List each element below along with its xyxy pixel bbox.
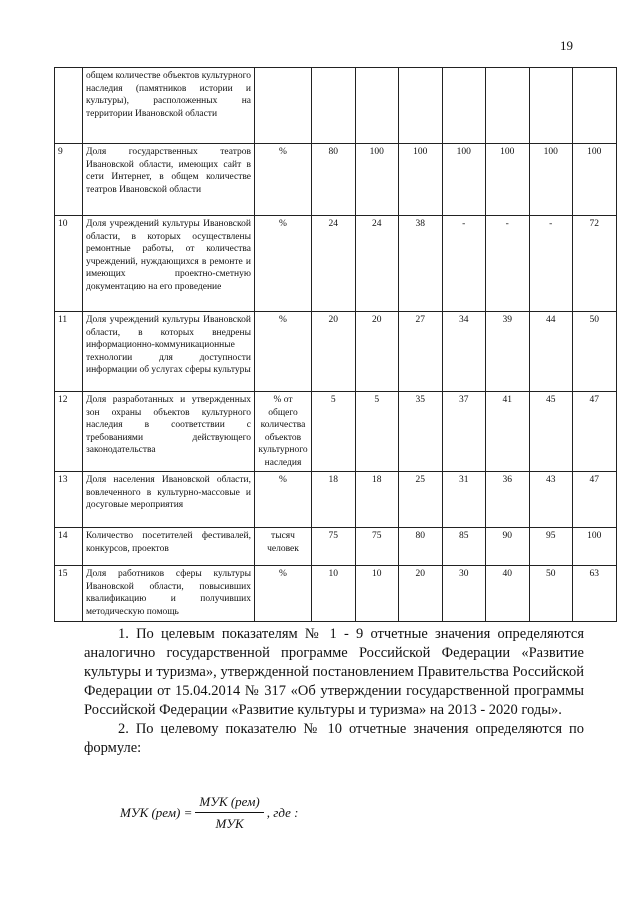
value-cell: - <box>529 216 573 312</box>
value-cell: - <box>486 216 530 312</box>
value-cell: 37 <box>442 392 486 472</box>
indicator-name: Доля населения Ивановской области, вовлеченного в культурно-массовые и досуговые мероприятия <box>83 472 255 528</box>
table-row <box>55 68 617 144</box>
value-cell: 18 <box>312 472 356 528</box>
value-cell: 63 <box>573 566 617 622</box>
table-row <box>55 216 617 312</box>
page-number: 19 <box>560 38 573 53</box>
table-body <box>55 68 617 622</box>
value-cell: 72 <box>573 216 617 312</box>
value-cell: 20 <box>355 312 399 392</box>
value-cell: 47 <box>573 392 617 472</box>
indicator-name: Доля государственных театров Ивановской области, имеющих сайт в сети Интернет, в общем количестве театров Ивановской области <box>83 144 255 216</box>
value-cell: 45 <box>529 392 573 472</box>
value-cell: 50 <box>573 312 617 392</box>
value-cell: 44 <box>529 312 573 392</box>
table-row <box>55 144 617 216</box>
value-cell: 10 <box>312 566 356 622</box>
value-cell: 85 <box>442 528 486 566</box>
paragraph-1: 1. По целевым показателям № 1 - 9 отчетные значения определяются аналогично государственной программе Российской Федерации «Развитие культуры и туризма», утвержденной постановлением Правительства Российской Федерации от 15.04.2014 № 317 «Об утверждении государственной программы Российской Федерации «Развитие культуры и туризма» на 2013 - 2020 годы». <box>84 626 584 718</box>
value-cell: 27 <box>399 312 443 392</box>
value-cell <box>355 68 399 144</box>
value-cell: 36 <box>486 472 530 528</box>
value-cell: 100 <box>399 144 443 216</box>
value-cell <box>486 68 530 144</box>
unit-cell: % <box>255 216 312 312</box>
formula-denominator: МУК <box>215 816 244 831</box>
value-cell: 31 <box>442 472 486 528</box>
value-cell: - <box>442 216 486 312</box>
row-number: 12 <box>55 392 83 472</box>
indicator-name: Доля учреждений культуры Ивановской области, в которых осуществлены ремонтные работы, от количества учреждений, нуждающихся в ремонте и имеющих проектно-сметную документацию на его проведение <box>83 216 255 312</box>
value-cell: 24 <box>312 216 356 312</box>
row-number: 13 <box>55 472 83 528</box>
unit-cell <box>255 68 312 144</box>
unit-cell: % <box>255 472 312 528</box>
formula <box>120 794 298 832</box>
value-cell: 95 <box>529 528 573 566</box>
row-number: 15 <box>55 566 83 622</box>
indicator-name: Доля учреждений культуры Ивановской области, в которых внедрены информационно-коммуникационные технологии для доступности информации об услугах сферы культуры <box>83 312 255 392</box>
formula-fraction <box>195 794 263 832</box>
row-number: 14 <box>55 528 83 566</box>
value-cell: 100 <box>355 144 399 216</box>
table-row <box>55 528 617 566</box>
value-cell: 100 <box>573 144 617 216</box>
row-number: 10 <box>55 216 83 312</box>
unit-cell: % от общего количества объектов культурного наследия <box>255 392 312 472</box>
row-number: 9 <box>55 144 83 216</box>
table-row <box>55 392 617 472</box>
indicator-name: Количество посетителей фестивалей, конкурсов, проектов <box>83 528 255 566</box>
indicators-table <box>54 67 617 622</box>
value-cell: 47 <box>573 472 617 528</box>
value-cell: 100 <box>573 528 617 566</box>
unit-cell: % <box>255 144 312 216</box>
value-cell <box>573 68 617 144</box>
value-cell <box>399 68 443 144</box>
value-cell: 80 <box>312 144 356 216</box>
value-cell: 100 <box>442 144 486 216</box>
value-cell: 43 <box>529 472 573 528</box>
value-cell: 5 <box>355 392 399 472</box>
row-number: 11 <box>55 312 83 392</box>
value-cell: 75 <box>355 528 399 566</box>
value-cell: 100 <box>486 144 530 216</box>
value-cell: 25 <box>399 472 443 528</box>
value-cell: 30 <box>442 566 486 622</box>
value-cell: 39 <box>486 312 530 392</box>
value-cell <box>312 68 356 144</box>
formula-lhs: МУК (рем) = <box>120 805 193 820</box>
value-cell: 50 <box>529 566 573 622</box>
unit-cell: тысяч человек <box>255 528 312 566</box>
body-text <box>84 625 584 758</box>
value-cell: 38 <box>399 216 443 312</box>
indicator-name: Доля разработанных и утвержденных зон охраны объектов культурного наследия в соответствии с требованиями действующего законодательства <box>83 392 255 472</box>
unit-cell: % <box>255 312 312 392</box>
value-cell: 18 <box>355 472 399 528</box>
value-cell: 35 <box>399 392 443 472</box>
row-number <box>55 68 83 144</box>
value-cell: 41 <box>486 392 530 472</box>
formula-suffix: , где : <box>266 805 299 820</box>
value-cell <box>442 68 486 144</box>
table-row <box>55 312 617 392</box>
value-cell: 34 <box>442 312 486 392</box>
value-cell: 40 <box>486 566 530 622</box>
value-cell: 75 <box>312 528 356 566</box>
formula-numerator: МУК (рем) <box>195 794 263 813</box>
value-cell: 20 <box>399 566 443 622</box>
value-cell: 20 <box>312 312 356 392</box>
table-row <box>55 472 617 528</box>
value-cell: 10 <box>355 566 399 622</box>
value-cell: 80 <box>399 528 443 566</box>
value-cell: 5 <box>312 392 356 472</box>
indicator-name: Доля работников сферы культуры Ивановской области, повысивших квалификацию и получивших методическую помощь <box>83 566 255 622</box>
table-row <box>55 566 617 622</box>
value-cell <box>529 68 573 144</box>
value-cell: 100 <box>529 144 573 216</box>
paragraph-2: 2. По целевому показателю № 10 отчетные значения определяются по формуле: <box>84 721 584 756</box>
value-cell: 90 <box>486 528 530 566</box>
value-cell: 24 <box>355 216 399 312</box>
unit-cell: % <box>255 566 312 622</box>
indicator-name: общем количестве объектов культурного наследия (памятников истории и культуры), расположенных на территории Ивановской области <box>83 68 255 144</box>
